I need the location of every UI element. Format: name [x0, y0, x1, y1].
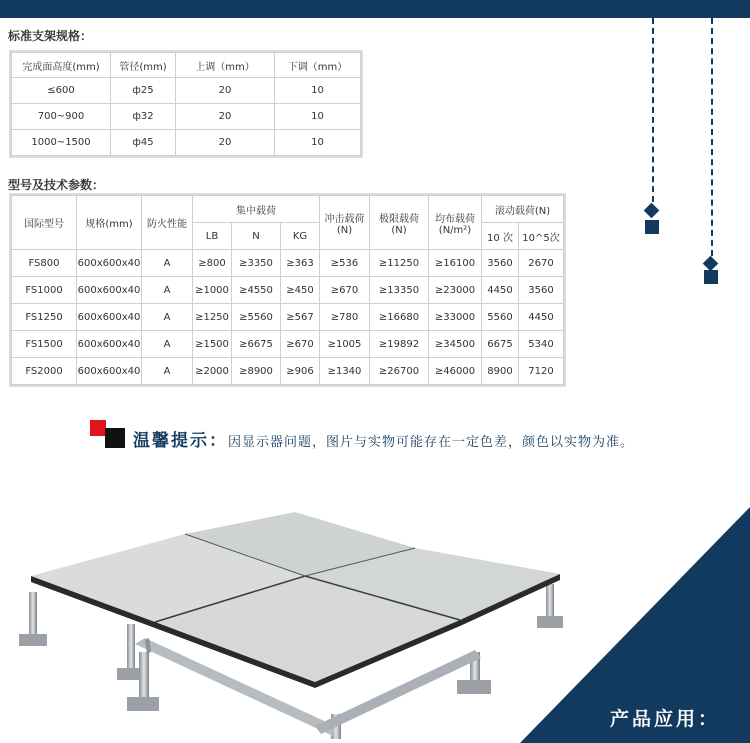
table-cell: 5340	[519, 331, 564, 358]
header-r10k: 10^5次	[519, 223, 564, 250]
table-cell: ≥19892	[370, 331, 429, 358]
table-cell: 4450	[482, 277, 519, 304]
table-cell: ≤600	[12, 78, 111, 104]
table-cell: ≥26700	[370, 358, 429, 385]
table-cell: 10	[275, 78, 361, 104]
table-cell: ≥8900	[232, 358, 281, 385]
table-cell: ≥16100	[429, 250, 482, 277]
table-cell: 700~900	[12, 104, 111, 130]
table-cell: ф25	[111, 78, 176, 104]
header-lb: LB	[193, 223, 232, 250]
support-spec-title: 标准支架规格：	[8, 29, 93, 43]
table-cell: 20	[176, 104, 275, 130]
table-cell: 6675	[482, 331, 519, 358]
table-cell: ≥906	[281, 358, 320, 385]
table-cell: ф32	[111, 104, 176, 130]
table-cell: ≥1500	[193, 331, 232, 358]
table-cell: ≥363	[281, 250, 320, 277]
table-cell: ≥670	[281, 331, 320, 358]
table-cell: ≥4550	[232, 277, 281, 304]
table-cell: A	[142, 304, 193, 331]
table-cell: ≥1000	[193, 277, 232, 304]
header-cell: 上调（mm）	[176, 53, 275, 78]
impact-label: 冲击载荷	[324, 213, 365, 225]
raised-floor-illustration	[15, 512, 605, 743]
ultimate-label: 极限载荷	[379, 213, 419, 225]
header-kg: KG	[281, 223, 320, 250]
table-cell: 20	[176, 78, 275, 104]
table-cell: 3560	[482, 250, 519, 277]
header-r10: 10 次	[482, 223, 519, 250]
table-cell: 600x600x40	[77, 331, 142, 358]
table-cell: 10	[275, 130, 361, 156]
table-cell: ≥5560	[232, 304, 281, 331]
table-cell: A	[142, 331, 193, 358]
table-cell: ф45	[111, 130, 176, 156]
table-cell: ≥450	[281, 277, 320, 304]
table-cell: ≥46000	[429, 358, 482, 385]
header-size: 规格(mm)	[77, 196, 142, 250]
table-cell: ≥3350	[232, 250, 281, 277]
table-cell: 10	[275, 104, 361, 130]
uniform-unit: (N/m²)	[438, 224, 472, 236]
table-cell: A	[142, 358, 193, 385]
table-cell: ≥23000	[429, 277, 482, 304]
table-cell: ≥6675	[232, 331, 281, 358]
table-cell: FS2000	[12, 358, 77, 385]
table-cell: 8900	[482, 358, 519, 385]
table-cell: 1000~1500	[12, 130, 111, 156]
header-cell: 完成面高度(mm)	[12, 53, 111, 78]
table-cell: ≥567	[281, 304, 320, 331]
impact-unit: (N)	[336, 224, 353, 236]
application-label: 产品应用：	[610, 708, 721, 730]
table-cell: ≥16680	[370, 304, 429, 331]
table-cell: 20	[176, 130, 275, 156]
table-cell: ≥13350	[370, 277, 429, 304]
table-cell: 7120	[519, 358, 564, 385]
header-model: 国际型号	[12, 196, 77, 250]
table-cell: ≥1250	[193, 304, 232, 331]
header-cell: 管径(mm)	[111, 53, 176, 78]
tech-param-title: 型号及技术参数：	[8, 178, 105, 192]
table-cell: ≥11250	[370, 250, 429, 277]
table-cell: 600x600x40	[77, 277, 142, 304]
table-cell: A	[142, 277, 193, 304]
table-cell: A	[142, 250, 193, 277]
table-cell: 600x600x40	[77, 304, 142, 331]
table-cell: ≥2000	[193, 358, 232, 385]
header-rolling: 滚动载荷(N)	[482, 196, 564, 223]
table-cell: 5560	[482, 304, 519, 331]
table-cell: FS800	[12, 250, 77, 277]
table-cell: ≥800	[193, 250, 232, 277]
table-cell: ≥1005	[320, 331, 370, 358]
table-cell: 2670	[519, 250, 564, 277]
table-cell: 600x600x40	[77, 358, 142, 385]
table-cell: FS1000	[12, 277, 77, 304]
table-cell: ≥1340	[320, 358, 370, 385]
header-n: N	[232, 223, 281, 250]
notice-message: 因显示器问题，图片与实物可能存在一定色差，颜色以实物为准。	[228, 435, 635, 450]
uniform-label: 均布载荷	[435, 213, 475, 225]
table-cell: 3560	[519, 277, 564, 304]
header-fire: 防火性能	[142, 196, 193, 250]
notice-label: 温馨提示：	[133, 431, 228, 451]
table-cell: 4450	[519, 304, 564, 331]
table-cell: FS1250	[12, 304, 77, 331]
ultimate-unit: (N)	[391, 224, 407, 236]
header-concentrated: 集中载荷	[193, 196, 320, 223]
header-cell: 下调（mm）	[275, 53, 361, 78]
table-cell: ≥34500	[429, 331, 482, 358]
table-cell: FS1500	[12, 331, 77, 358]
table-cell: ≥670	[320, 277, 370, 304]
table-cell: ≥780	[320, 304, 370, 331]
table-cell: 600x600x40	[77, 250, 142, 277]
table-cell: ≥536	[320, 250, 370, 277]
table-cell: ≥33000	[429, 304, 482, 331]
